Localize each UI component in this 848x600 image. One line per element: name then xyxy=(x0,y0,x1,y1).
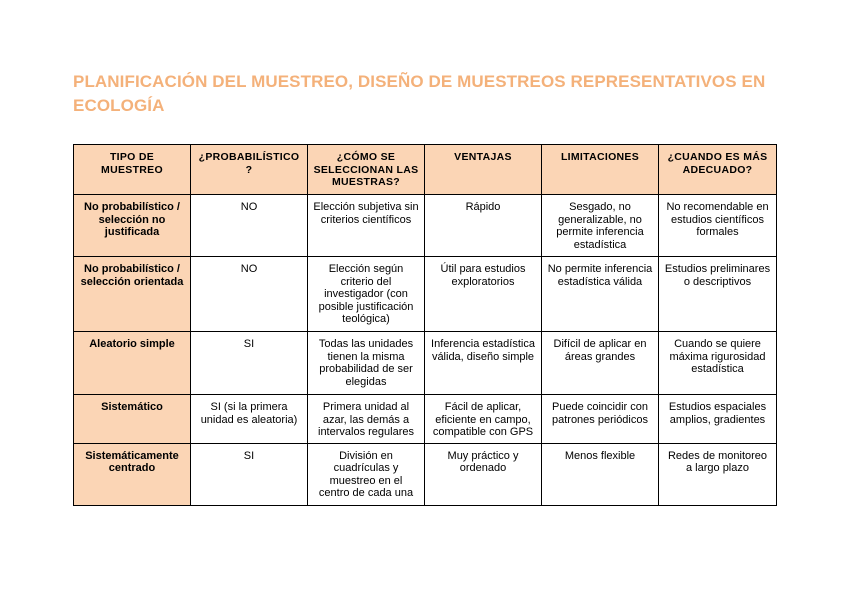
page-title: PLANIFICACIÓN DEL MUESTREO, DISEÑO DE MUESTREOS REPRESENTATIVOS EN ECOLOGÍA xyxy=(73,72,766,115)
cell-sampling-type: No probabilístico / selección orientada xyxy=(74,257,191,332)
sampling-designs-table xyxy=(73,144,777,506)
cell-sampling-type: Sistemático xyxy=(74,395,191,444)
cell-advantages: Muy práctico y ordenado xyxy=(425,443,542,505)
cell-limitations: Puede coincidir con patrones periódicos xyxy=(542,395,659,444)
cell-advantages: Inferencia estadística válida, diseño simple xyxy=(425,332,542,395)
cell-sampling-type: Aleatorio simple xyxy=(74,332,191,395)
cell-probabilistic: SI xyxy=(191,443,308,505)
cell-advantages: Útil para estudios exploratorios xyxy=(425,257,542,332)
cell-advantages: Rápido xyxy=(425,195,542,257)
cell-limitations: No permite inferencia estadística válida xyxy=(542,257,659,332)
cell-selection-method: División en cuadrículas y muestreo en el centro de cada una xyxy=(308,443,425,505)
cell-sampling-type: Sistemáticamente centrado xyxy=(74,443,191,505)
cell-probabilistic: SI xyxy=(191,332,308,395)
table-row xyxy=(74,443,777,505)
header-selection-method: ¿CÓMO SE SELECCIONAN LAS MUESTRAS? xyxy=(308,145,425,195)
cell-selection-method: Todas las unidades tienen la misma probabilidad de ser elegidas xyxy=(308,332,425,395)
cell-probabilistic: NO xyxy=(191,257,308,332)
cell-selection-method: Elección subjetiva sin criterios científicos xyxy=(308,195,425,257)
cell-best-use: Estudios preliminares o descriptivos xyxy=(659,257,777,332)
cell-best-use: Redes de monitoreo a largo plazo xyxy=(659,443,777,505)
header-sampling-type: TIPO DE MUESTREO xyxy=(74,145,191,195)
cell-sampling-type: No probabilístico / selección no justificada xyxy=(74,195,191,257)
header-limitations: LIMITACIONES xyxy=(542,145,659,195)
cell-selection-method: Primera unidad al azar, las demás a intervalos regulares xyxy=(308,395,425,444)
cell-probabilistic: SI (si la primera unidad es aleatoria) xyxy=(191,395,308,444)
cell-limitations: Sesgado, no generalizable, no permite inferencia estadística xyxy=(542,195,659,257)
cell-limitations: Difícil de aplicar en áreas grandes xyxy=(542,332,659,395)
table-row xyxy=(74,332,777,395)
table-row xyxy=(74,195,777,257)
cell-best-use: No recomendable en estudios científicos formales xyxy=(659,195,777,257)
header-probabilistic: ¿PROBABILÍSTICO? xyxy=(191,145,308,195)
cell-limitations: Menos flexible xyxy=(542,443,659,505)
header-advantages: VENTAJAS xyxy=(425,145,542,195)
table-header-row xyxy=(74,145,777,195)
cell-best-use: Estudios espaciales amplios, gradientes xyxy=(659,395,777,444)
cell-probabilistic: NO xyxy=(191,195,308,257)
header-best-use: ¿CUANDO ES MÁS ADECUADO? xyxy=(659,145,777,195)
cell-selection-method: Elección según criterio del investigador (con posible justificación teológica) xyxy=(308,257,425,332)
table-row xyxy=(74,395,777,444)
table-row xyxy=(74,257,777,332)
cell-best-use: Cuando se quiere máxima rigurosidad estadística xyxy=(659,332,777,395)
cell-advantages: Fácil de aplicar, eficiente en campo, compatible con GPS xyxy=(425,395,542,444)
